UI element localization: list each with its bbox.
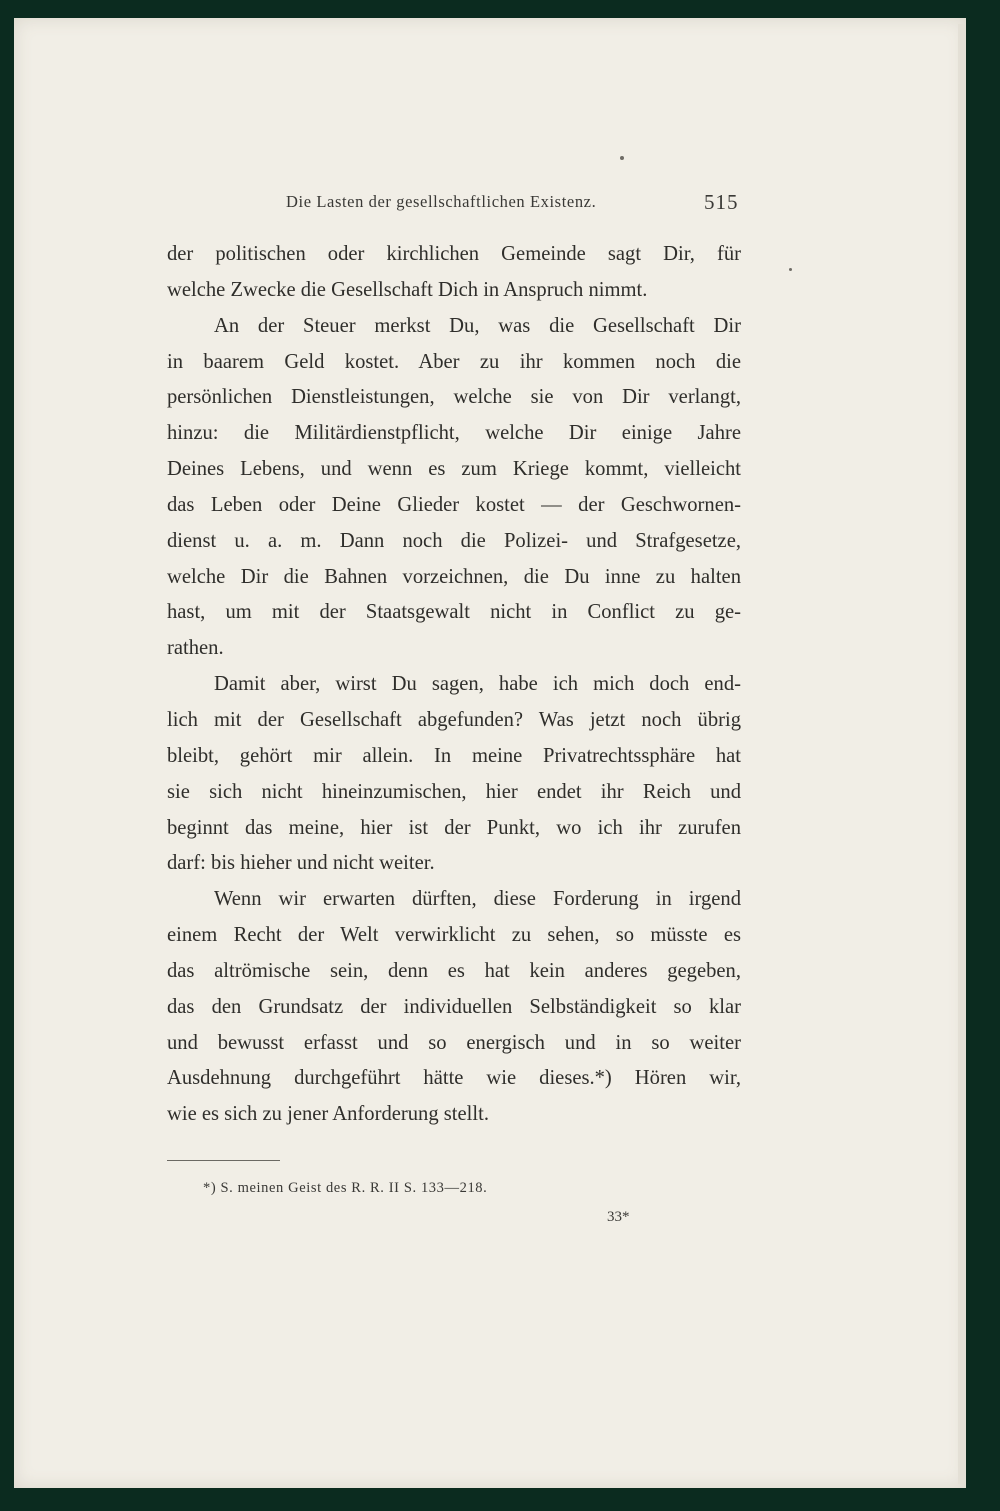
text-line: persönlichen Dienstleistungen, welche sie von Dir verlangt, — [167, 386, 741, 409]
page-number: 515 — [704, 190, 739, 214]
text-line: das den Grundsatz der individuellen Selbständigkeit so klar — [167, 995, 741, 1018]
text-line: dienst u. a. m. Dann noch die Polizei- und Strafgesetze, — [167, 529, 741, 552]
paragraph — [167, 670, 741, 885]
text-line: bleibt, gehört mir allein. In meine Privatrechtssphäre hat — [167, 744, 741, 767]
text-line: welche Dir die Bahnen vorzeichnen, die Du inne zu halten — [167, 565, 741, 588]
footnote-rule — [167, 1160, 280, 1161]
text-line: hast, um mit der Staatsgewalt nicht in Conflict zu ge- — [167, 601, 741, 624]
text-line: rathen. — [167, 637, 224, 660]
paragraph — [167, 312, 741, 670]
text-line: An der Steuer merkst Du, was die Gesellschaft Dir — [214, 314, 741, 337]
text-line: welche Zwecke die Gesellschaft Dich in Anspruch nimmt. — [167, 278, 648, 301]
text-line: in baarem Geld kostet. Aber zu ihr kommen noch die — [167, 350, 741, 373]
text-line: sie sich nicht hineinzumischen, hier endet ihr Reich und — [167, 780, 741, 803]
text-line: und bewusst erfasst und so energisch und in so weiter — [167, 1031, 741, 1054]
text-line: lich mit der Gesellschaft abgefunden? Was jetzt noch übrig — [167, 708, 741, 731]
text-line: darf: bis hieher und nicht weiter. — [167, 852, 435, 875]
text-line: Wenn wir erwarten dürften, diese Forderung in irgend — [214, 888, 741, 911]
text-line: einem Recht der Welt verwirklicht zu sehen, so müsste es — [167, 924, 741, 947]
text-line: hinzu: die Militärdienstpflicht, welche Dir einige Jahre — [167, 422, 741, 445]
footnote: *) S. meinen Geist des R. R. II S. 133—218. — [203, 1180, 488, 1196]
text-line: wie es sich zu jener Anforderung stellt. — [167, 1103, 489, 1126]
print-speck — [789, 268, 792, 271]
paragraph — [167, 885, 741, 1136]
text-line: Damit aber, wirst Du sagen, habe ich mich doch end- — [214, 673, 741, 696]
running-head-title: Die Lasten der gesellschaftlichen Existenz. — [286, 192, 597, 211]
text-line: das Leben oder Deine Glieder kostet — der Geschwornen- — [167, 493, 741, 516]
body-text — [167, 240, 741, 1136]
page-edge — [958, 24, 966, 1484]
text-line: Ausdehnung durchgeführt hätte wie dieses.*) Hören wir, — [167, 1067, 741, 1090]
print-speck — [620, 156, 624, 160]
text-line: Deines Lebens, und wenn es zum Kriege kommt, vielleicht — [167, 458, 741, 481]
text-line: beginnt das meine, hier ist der Punkt, wo ich ihr zurufen — [167, 816, 741, 839]
paragraph — [167, 240, 741, 312]
signature-mark: 33* — [607, 1209, 630, 1225]
text-line: der politischen oder kirchlichen Gemeinde sagt Dir, für — [167, 243, 741, 265]
text-line: das altrömische sein, denn es hat kein anderes gegeben, — [167, 959, 741, 982]
running-head — [286, 190, 746, 216]
